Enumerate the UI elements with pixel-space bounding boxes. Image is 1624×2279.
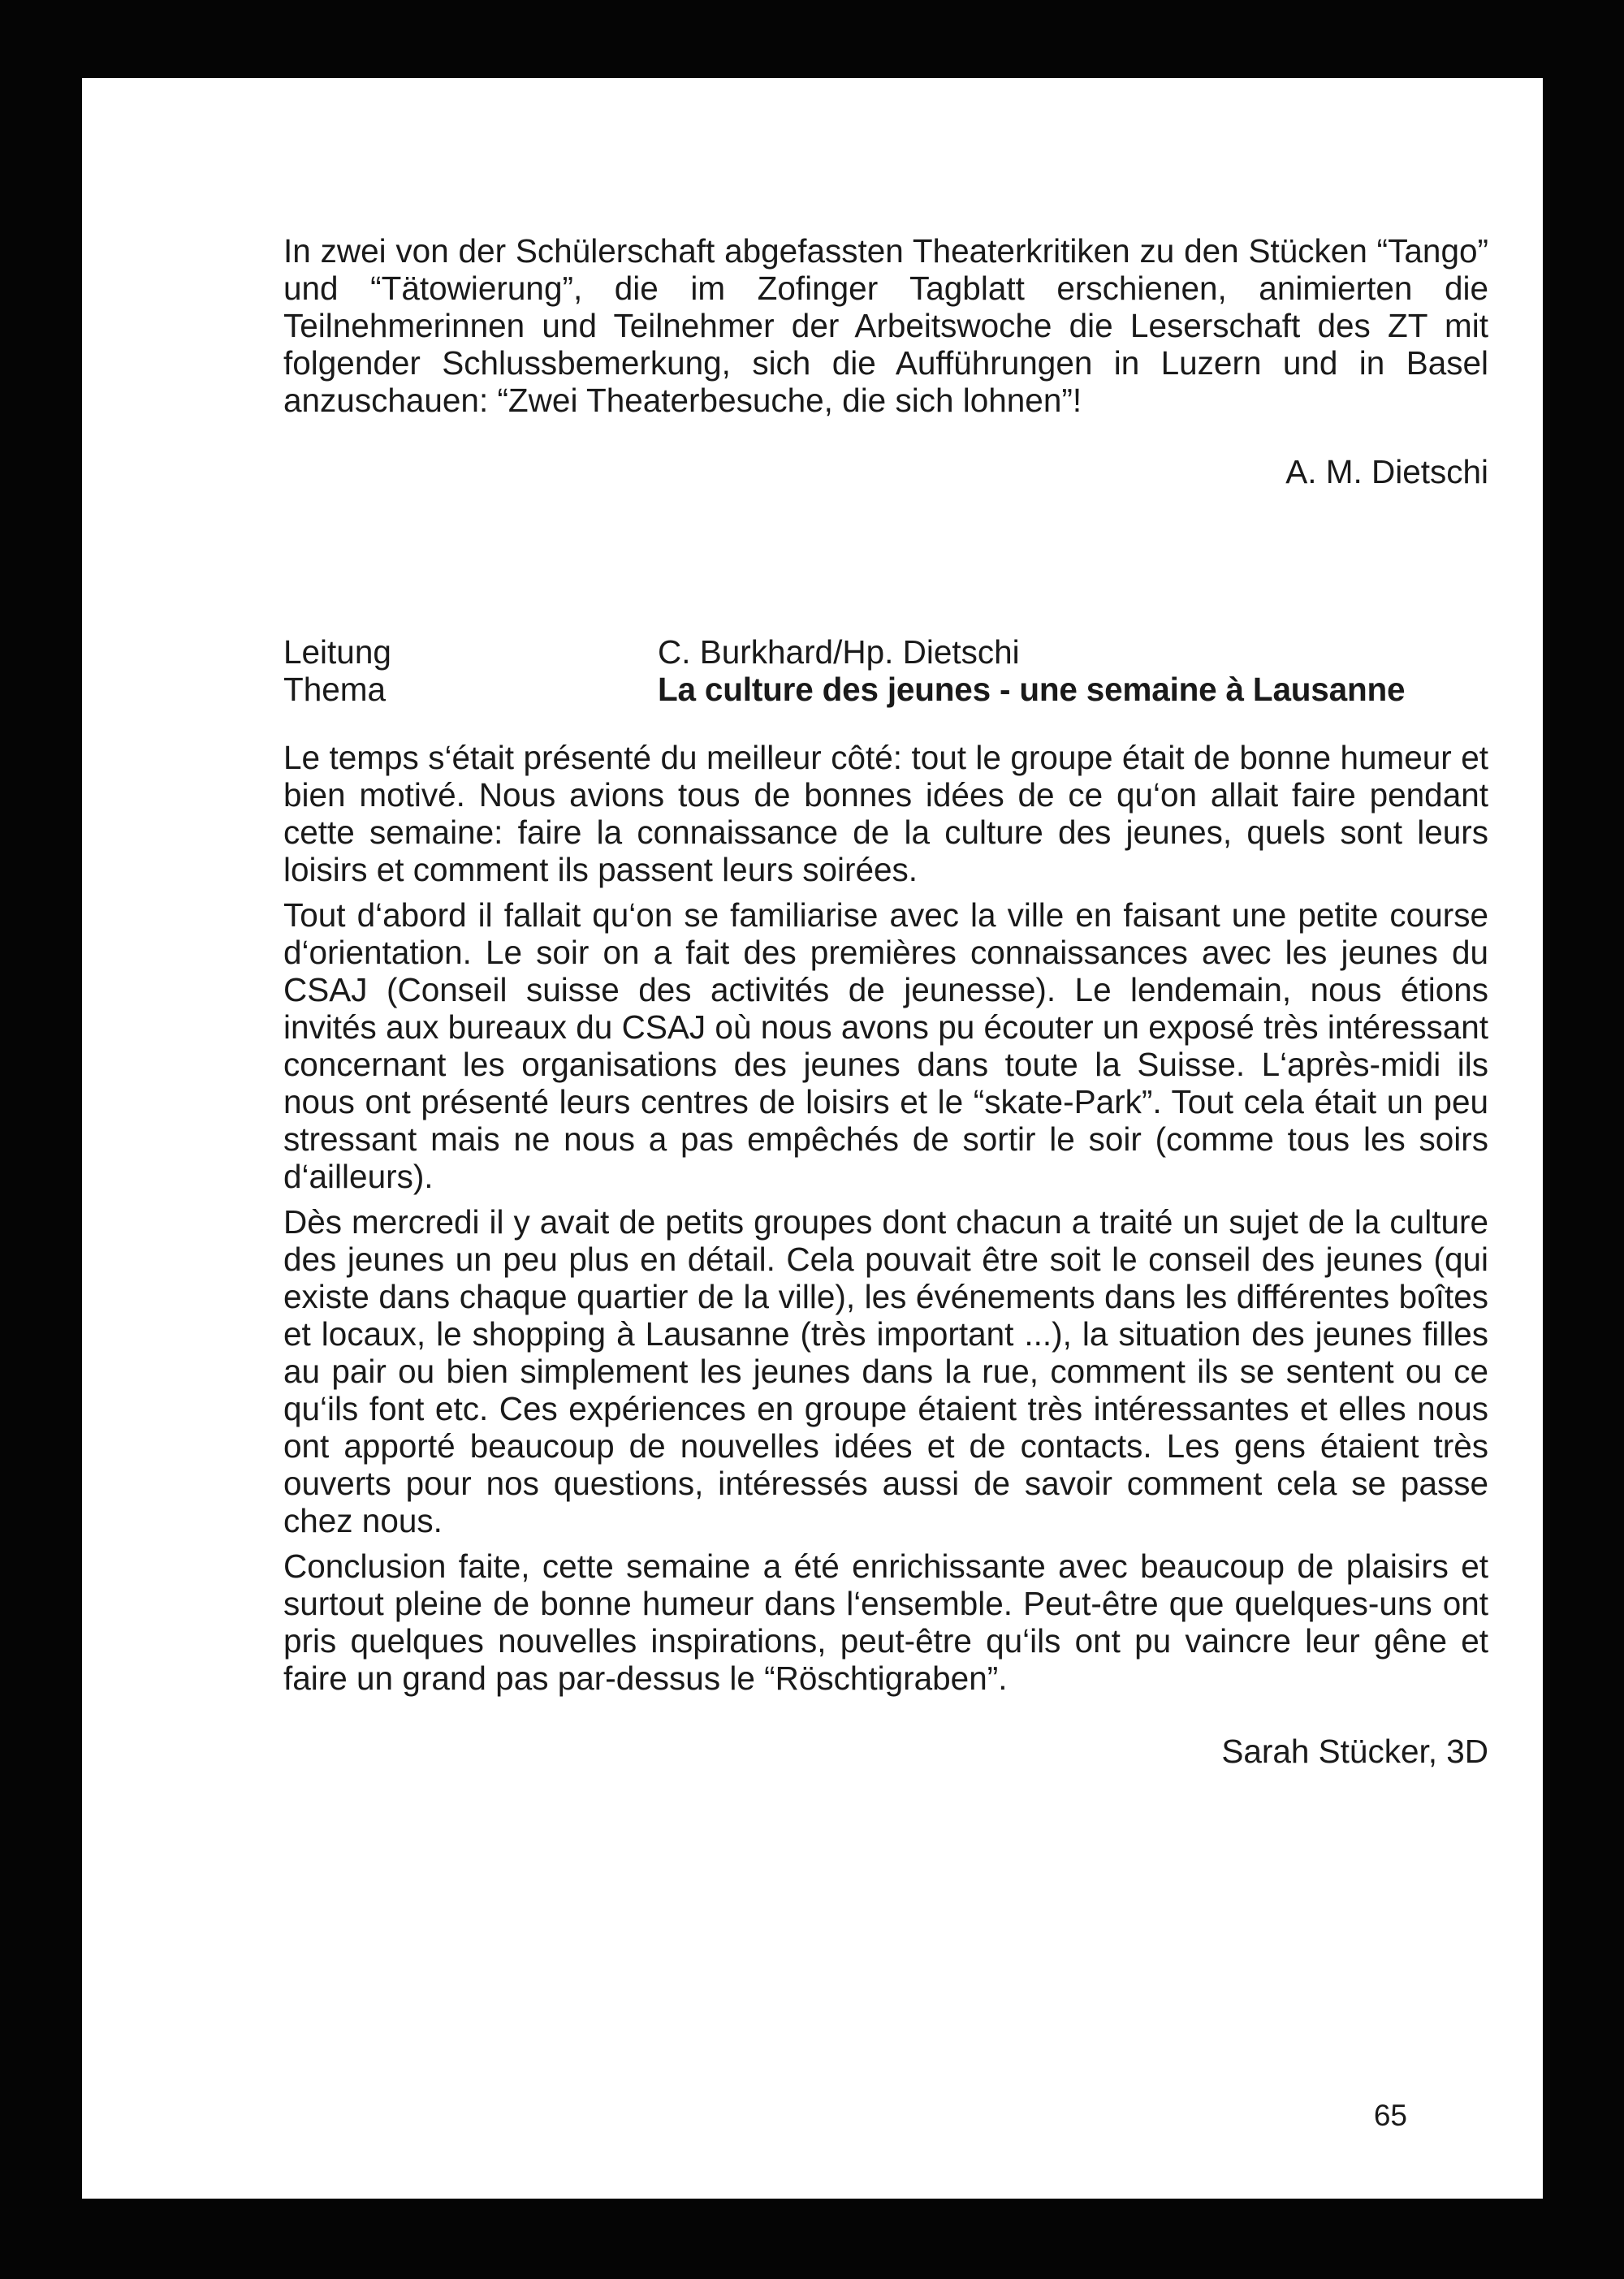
meta-row-leitung [283, 633, 1488, 671]
paragraph: In zwei von der Schülerschaft abgefassten Theaterkritiken zu den Stücken “Tango” und “Tätowierung”, die im Zofinger Tagblatt erschienen, animierten die Teilnehmerinnen und Teilnehmer der Arbeitswoche die Leserschaft des ZT mit folgender Schlussbemerkung, sich die Aufführungen in Luzern und in Basel anzuschauen: “Zwei Theaterbesuche, die sich lohnen”! [283, 232, 1488, 419]
meta-row-thema [283, 671, 1488, 708]
document-page [82, 78, 1543, 2199]
paragraph: Conclusion faite, cette semaine a été enrichissante avec beaucoup de plaisirs et surtout pleine de bonne humeur dans l‘ensemble. Peut-être que quelques-uns ont pris quelques nouvelles inspirations, peut-être qu‘ils ont pu vaincre leur gêne et faire un grand pas par-dessus le “Röschtigraben”. [283, 1547, 1488, 1697]
page-content [283, 232, 1488, 1770]
meta-value: C. Burkhard/Hp. Dietschi [658, 633, 1020, 671]
paragraph: Dès mercredi il y avait de petits groupes dont chacun a traité un sujet de la culture des jeunes un peu plus en détail. Cela pouvait être soit le conseil des jeunes (qui existe dans chaque quartier de la ville), les événements dans les différentes boîtes et locaux, le shopping à Lausanne (très important ...), la situation des jeunes filles au pair ou bien simplement les jeunes dans la rue, comment ils se sentent ou ce qu‘ils font etc. Ces expériences en groupe étaient très intéressantes et elles nous ont apporté beaucoup de nouvelles idées et de contacts. Les gens étaient très ouverts pour nos questions, intéressés aussi de savoir comment cela se passe chez nous. [283, 1203, 1488, 1539]
author-signature: A. M. Dietschi [1285, 453, 1488, 490]
author-signature: Sarah Stücker, 3D [1221, 1733, 1488, 1770]
lausanne-week-section [283, 633, 1488, 1770]
section-title: La culture des jeunes - une semaine à Lausanne [658, 671, 1406, 708]
paragraph: Le temps s‘était présenté du meilleur côté: tout le groupe était de bonne humeur et bien motivé. Nous avions tous de bonnes idées de ce qu‘on allait faire pendant cette semaine: faire la connaissance de la culture des jeunes, quels sont leurs loisirs et comment ils passent leurs soirées. [283, 739, 1488, 888]
meta-label: Thema [283, 671, 387, 708]
page-number: 65 [1373, 2099, 1407, 2132]
paragraph: Tout d‘abord il fallait qu‘on se familiarise avec la ville en faisant une petite course d‘orientation. Le soir on a fait des premières connaissances avec les jeunes du CSAJ (Conseil suisse des activités de jeunesse). Le lendemain, nous étions invités aux bureaux du CSAJ où nous avons pu écouter un exposé très intéressant concernant les organisations des jeunes dans toute la Suisse. L‘après-midi ils nous ont présenté leurs centres de loisirs et le “skate-Park”. Tout cela était un peu stressant mais ne nous a pas empêchés de sortir le soir (comme tous les soirs d‘ailleurs). [283, 896, 1488, 1195]
theater-review-section [283, 232, 1488, 490]
meta-label: Leitung [283, 633, 391, 671]
project-meta [283, 633, 1488, 708]
